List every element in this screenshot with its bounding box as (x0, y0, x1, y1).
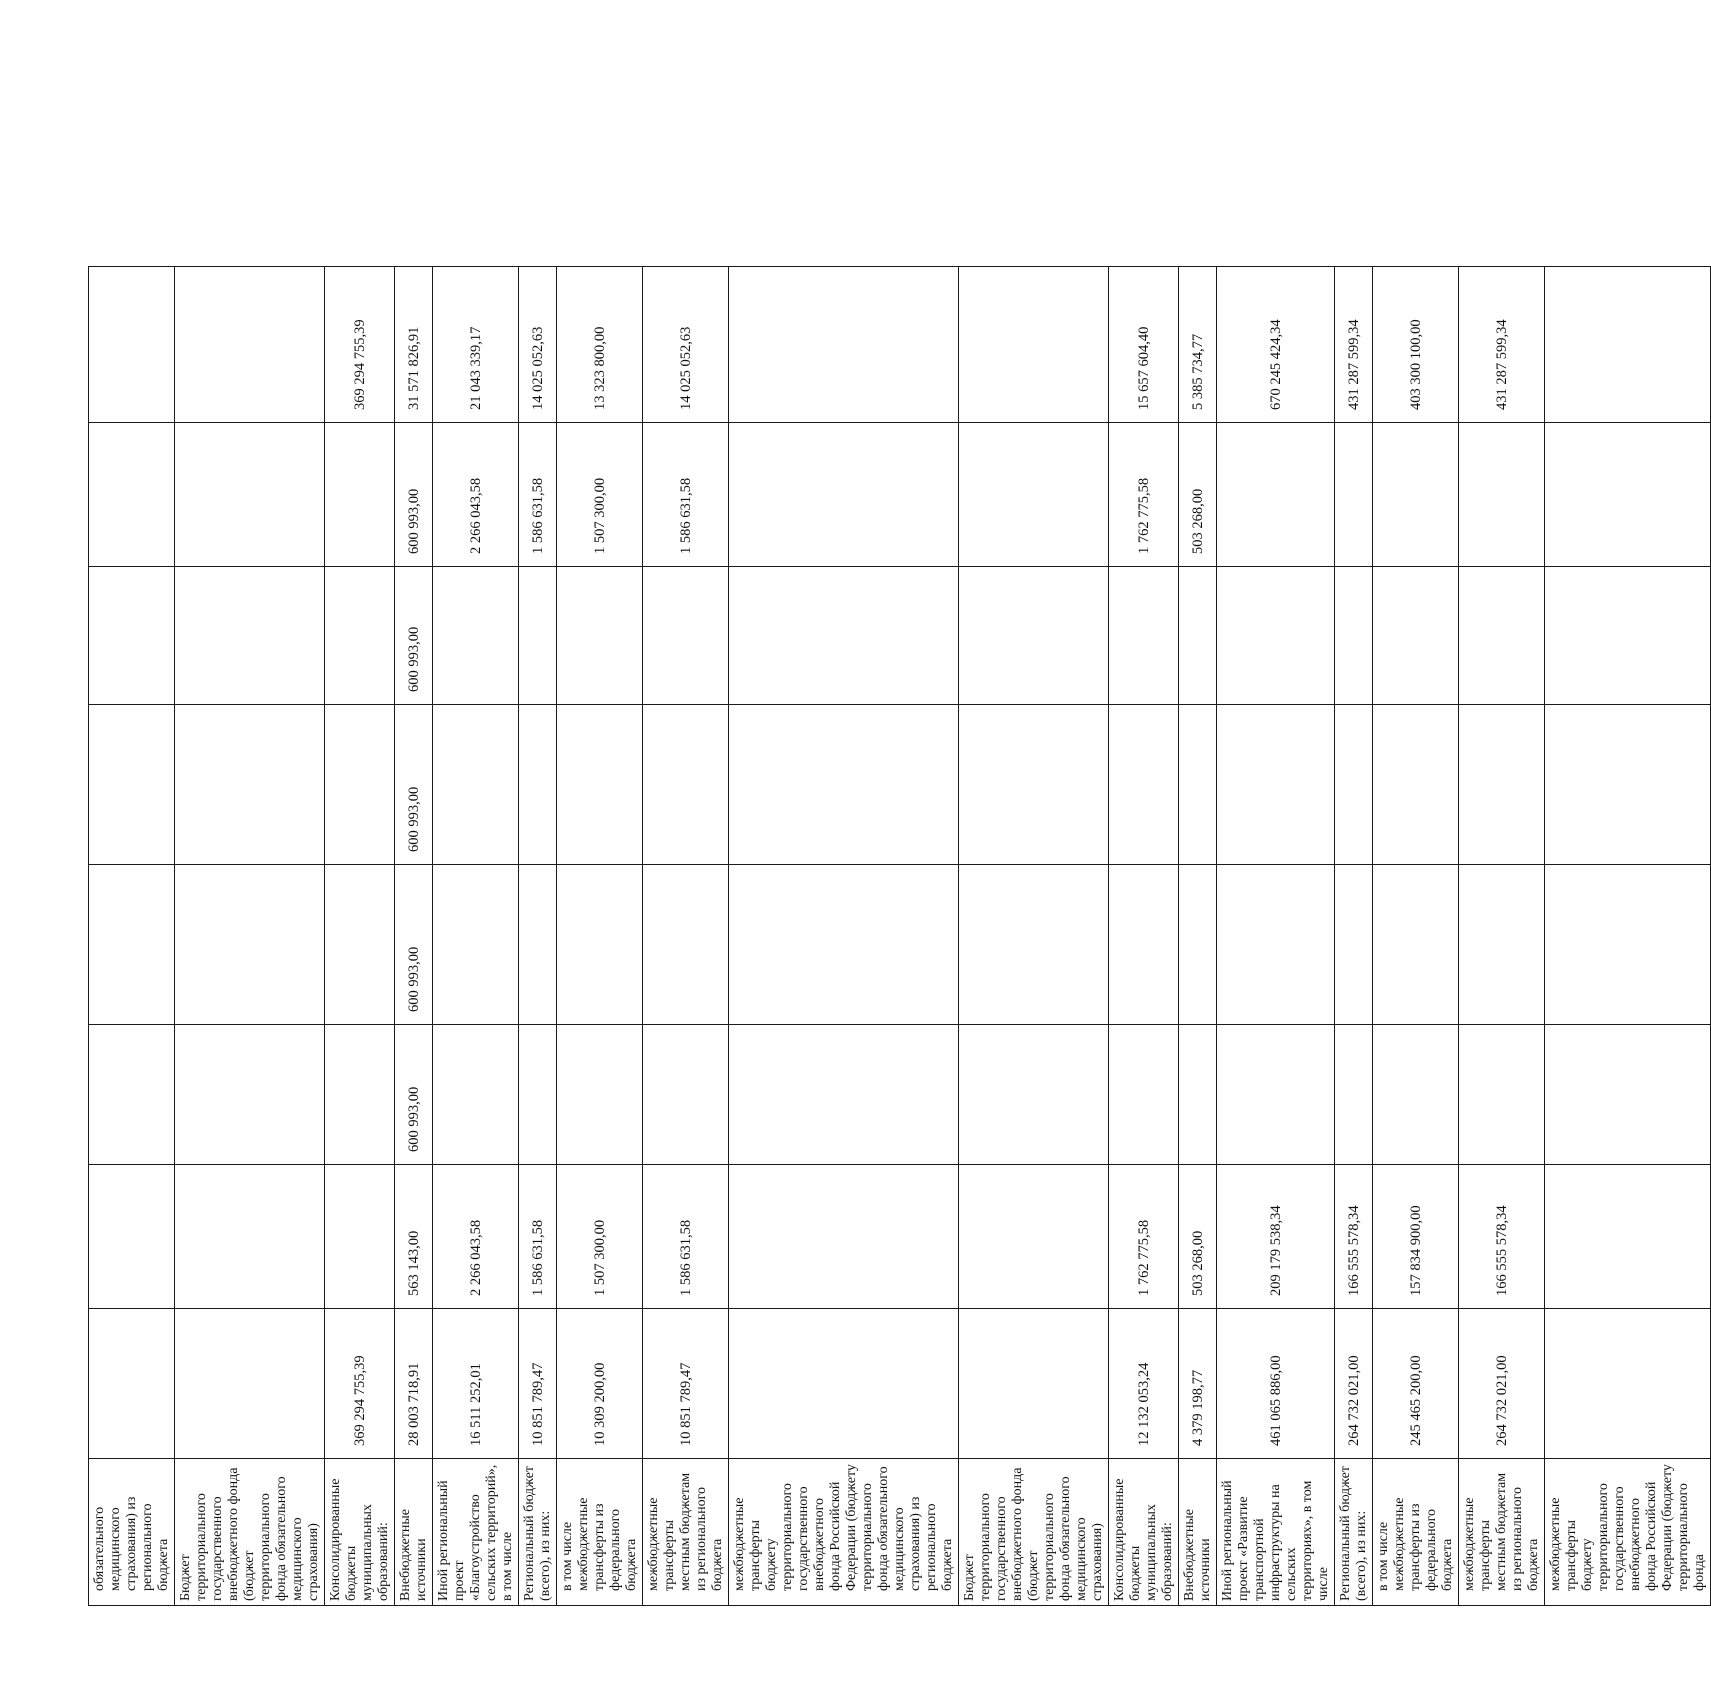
cell-value (89, 267, 175, 423)
cell-value (175, 423, 325, 567)
cell-value: 369 294 755,39 (325, 1309, 395, 1459)
cell-value (175, 1309, 325, 1459)
cell-value (1545, 423, 1711, 567)
cell-value (557, 1025, 643, 1165)
cell-value (1545, 865, 1711, 1025)
cell-value: 431 287 599,34 (1335, 267, 1373, 423)
table-row (643, 267, 729, 1606)
row-label: межбюджетные трансферты бюджету территориального государственного внебюджетного фонда Российской Федерации (бюджету территориального фонда обязательного медицинского страхования) из регионального бюджета (729, 1459, 959, 1606)
cell-value (89, 567, 175, 705)
cell-value: 10 309 200,00 (557, 1309, 643, 1459)
table-row (729, 267, 959, 1606)
cell-value (729, 267, 959, 423)
cell-value (729, 423, 959, 567)
cell-value (325, 1165, 395, 1309)
row-label: Региональный бюджет (всего), из них: (519, 1459, 557, 1606)
table-row (557, 267, 643, 1606)
cell-value (959, 267, 1109, 423)
row-label: Региональный бюджет (всего), из них: (1335, 1459, 1373, 1606)
cell-value (1217, 865, 1335, 1025)
row-label: межбюджетные трансферты местным бюджетам из регионального бюджета (643, 1459, 729, 1606)
cell-value (519, 705, 557, 865)
cell-value: 14 025 052,63 (643, 267, 729, 423)
table-row (1335, 267, 1373, 1606)
cell-value: 157 834 900,00 (1373, 1165, 1459, 1309)
cell-value: 600 993,00 (395, 705, 433, 865)
cell-value (175, 1025, 325, 1165)
row-label: Иной региональный проект «Благоустройство сельских территорий», в том числе (433, 1459, 519, 1606)
cell-value (1545, 705, 1711, 865)
cell-value: 13 323 800,00 (557, 267, 643, 423)
cell-value (433, 865, 519, 1025)
cell-value (1373, 567, 1459, 705)
row-label: обязательного медицинского страхования) из регионального бюджета (89, 1459, 175, 1606)
cell-value (1373, 865, 1459, 1025)
cell-value (175, 267, 325, 423)
cell-value: 563 143,00 (395, 1165, 433, 1309)
cell-value (1459, 705, 1545, 865)
cell-value (1459, 423, 1545, 567)
cell-value (1373, 423, 1459, 567)
cell-value (643, 1025, 729, 1165)
cell-value (1335, 423, 1373, 567)
cell-value: 1 586 631,58 (519, 423, 557, 567)
cell-value: 2 266 043,58 (433, 423, 519, 567)
table-body (89, 267, 1711, 1606)
budget-table (88, 266, 1711, 1606)
table-row (395, 267, 433, 1606)
cell-value: 670 245 424,34 (1217, 267, 1335, 423)
row-label: Консолидированные бюджеты муниципальных образований: (1109, 1459, 1179, 1606)
cell-value: 1 507 300,00 (557, 1165, 643, 1309)
row-label: Внебюджетные источники (1179, 1459, 1217, 1606)
cell-value (175, 705, 325, 865)
cell-value (729, 1025, 959, 1165)
row-label: Бюджет территориального государственного внебюджетного фонда (бюджет территориального фонда обязательного медицинского страхования) (959, 1459, 1109, 1606)
cell-value (1179, 567, 1217, 705)
cell-value (729, 567, 959, 705)
cell-value (325, 1025, 395, 1165)
cell-value: 16 511 252,01 (433, 1309, 519, 1459)
row-label: межбюджетные трансферты бюджету территориального государственного внебюджетного фонда Российской Федерации (бюджету территориального фонда (1545, 1459, 1711, 1606)
cell-value (1217, 705, 1335, 865)
cell-value (175, 567, 325, 705)
cell-value: 264 732 021,00 (1335, 1309, 1373, 1459)
cell-value: 600 993,00 (395, 865, 433, 1025)
cell-value (89, 1165, 175, 1309)
cell-value (1545, 1025, 1711, 1165)
cell-value: 15 657 604,40 (1109, 267, 1179, 423)
table-row (175, 267, 325, 1606)
cell-value: 600 993,00 (395, 567, 433, 705)
table-row (1217, 267, 1335, 1606)
cell-value (959, 1309, 1109, 1459)
cell-value: 245 465 200,00 (1373, 1309, 1459, 1459)
table-row (1109, 267, 1179, 1606)
cell-value: 1 586 631,58 (643, 423, 729, 567)
cell-value (1335, 705, 1373, 865)
table-row (1373, 267, 1459, 1606)
cell-value: 166 555 578,34 (1459, 1165, 1545, 1309)
cell-value (519, 1025, 557, 1165)
cell-value (1217, 1025, 1335, 1165)
cell-value: 4 379 198,77 (1179, 1309, 1217, 1459)
cell-value: 461 065 886,00 (1217, 1309, 1335, 1459)
cell-value: 1 507 300,00 (557, 423, 643, 567)
cell-value (1179, 705, 1217, 865)
cell-value (433, 567, 519, 705)
cell-value: 1 762 775,58 (1109, 1165, 1179, 1309)
cell-value (1217, 567, 1335, 705)
cell-value: 503 268,00 (1179, 423, 1217, 567)
cell-value (1335, 1025, 1373, 1165)
cell-value (89, 865, 175, 1025)
row-label: в том числе межбюджетные трансферты из федерального бюджета (1373, 1459, 1459, 1606)
cell-value (959, 705, 1109, 865)
row-label: в том числе межбюджетные трансферты из федерального бюджета (557, 1459, 643, 1606)
cell-value: 369 294 755,39 (325, 267, 395, 423)
table-row (325, 267, 395, 1606)
cell-value (1373, 705, 1459, 865)
cell-value (519, 865, 557, 1025)
cell-value (1335, 865, 1373, 1025)
cell-value (325, 865, 395, 1025)
table-row (1179, 267, 1217, 1606)
cell-value (89, 705, 175, 865)
cell-value (433, 1025, 519, 1165)
cell-value: 28 003 718,91 (395, 1309, 433, 1459)
cell-value (1179, 865, 1217, 1025)
cell-value (729, 1165, 959, 1309)
cell-value (959, 567, 1109, 705)
cell-value: 1 586 631,58 (519, 1165, 557, 1309)
cell-value: 1 586 631,58 (643, 1165, 729, 1309)
table-row (89, 267, 175, 1606)
cell-value: 10 851 789,47 (519, 1309, 557, 1459)
table-row (519, 267, 557, 1606)
cell-value (89, 423, 175, 567)
cell-value: 31 571 826,91 (395, 267, 433, 423)
cell-value (175, 1165, 325, 1309)
cell-value (959, 1025, 1109, 1165)
cell-value (1109, 567, 1179, 705)
cell-value (557, 567, 643, 705)
cell-value: 21 043 339,17 (433, 267, 519, 423)
row-label: Внебюджетные источники (395, 1459, 433, 1606)
cell-value: 5 385 734,77 (1179, 267, 1217, 423)
cell-value (729, 705, 959, 865)
cell-value (175, 865, 325, 1025)
cell-value (1335, 567, 1373, 705)
cell-value (325, 423, 395, 567)
cell-value (643, 567, 729, 705)
cell-value (959, 1165, 1109, 1309)
table-row (1545, 267, 1711, 1606)
cell-value: 600 993,00 (395, 423, 433, 567)
row-label: Иной региональный проект «Развитие транспортной инфраструктуры на сельских территориях», в том числе (1217, 1459, 1335, 1606)
cell-value (643, 865, 729, 1025)
cell-value (89, 1309, 175, 1459)
cell-value (1373, 1025, 1459, 1165)
cell-value: 600 993,00 (395, 1025, 433, 1165)
cell-value: 1 762 775,58 (1109, 423, 1179, 567)
cell-value (519, 567, 557, 705)
cell-value (557, 705, 643, 865)
cell-value (433, 705, 519, 865)
cell-value (1545, 267, 1711, 423)
table-row (1459, 267, 1545, 1606)
cell-value (89, 1025, 175, 1165)
cell-value: 166 555 578,34 (1335, 1165, 1373, 1309)
cell-value: 403 300 100,00 (1373, 267, 1459, 423)
row-label: Консолидированные бюджеты муниципальных образований: (325, 1459, 395, 1606)
cell-value (557, 865, 643, 1025)
cell-value (325, 567, 395, 705)
cell-value (1179, 1025, 1217, 1165)
cell-value: 431 287 599,34 (1459, 267, 1545, 423)
cell-value (1109, 865, 1179, 1025)
cell-value (1217, 423, 1335, 567)
cell-value (1459, 865, 1545, 1025)
table-row (959, 267, 1109, 1606)
cell-value (1545, 1309, 1711, 1459)
cell-value (643, 705, 729, 865)
cell-value: 10 851 789,47 (643, 1309, 729, 1459)
cell-value (1459, 1025, 1545, 1165)
cell-value (1459, 567, 1545, 705)
cell-value (729, 865, 959, 1025)
cell-value: 264 732 021,00 (1459, 1309, 1545, 1459)
cell-value: 12 132 053,24 (1109, 1309, 1179, 1459)
cell-value (959, 423, 1109, 567)
cell-value (1545, 567, 1711, 705)
row-label: межбюджетные трансферты местным бюджетам из регионального бюджета (1459, 1459, 1545, 1606)
cell-value: 2 266 043,58 (433, 1165, 519, 1309)
cell-value (729, 1309, 959, 1459)
cell-value: 209 179 538,34 (1217, 1165, 1335, 1309)
cell-value: 503 268,00 (1179, 1165, 1217, 1309)
table-row (433, 267, 519, 1606)
cell-value (1109, 705, 1179, 865)
cell-value: 14 025 052,63 (519, 267, 557, 423)
cell-value (1545, 1165, 1711, 1309)
row-label: Бюджет территориального государственного внебюджетного фонда (бюджет территориального фонда обязательного медицинского страхования) (175, 1459, 325, 1606)
cell-value (1109, 1025, 1179, 1165)
cell-value (325, 705, 395, 865)
cell-value (959, 865, 1109, 1025)
